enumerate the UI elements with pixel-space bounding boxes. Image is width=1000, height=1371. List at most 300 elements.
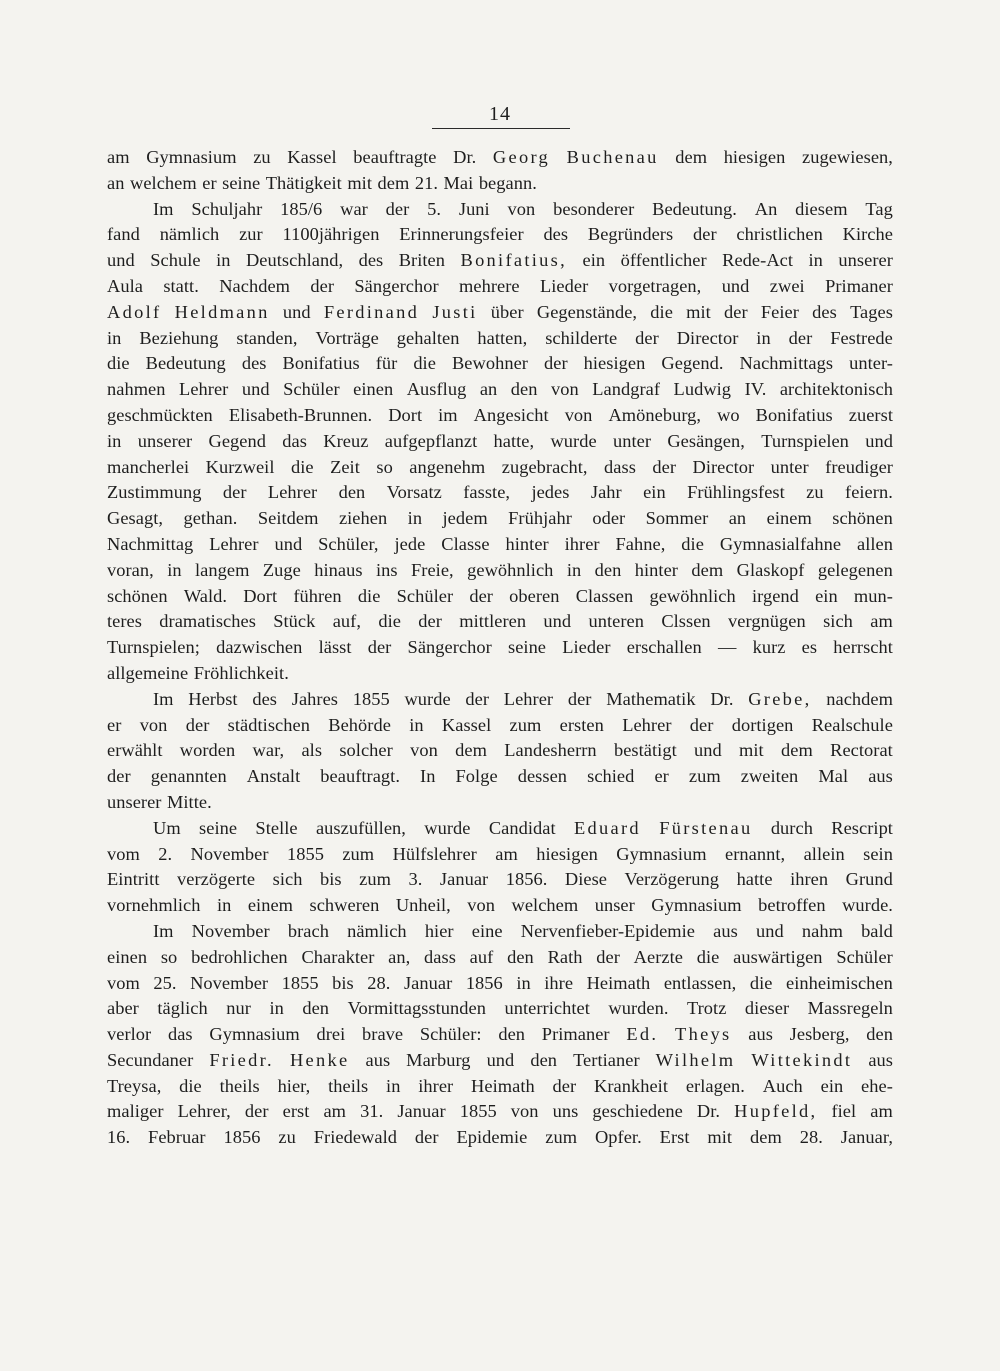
text-line	[107, 635, 893, 661]
word: zugewiesen,	[802, 147, 893, 167]
word: hinter	[634, 559, 678, 580]
word: Mai	[443, 172, 474, 193]
word: Diese	[564, 869, 608, 890]
word: des	[241, 353, 267, 374]
word: Eintritt	[107, 869, 160, 890]
word: Kirche	[842, 224, 893, 245]
word: oder	[592, 508, 626, 529]
word: entlassen,	[663, 972, 737, 993]
word: 28.	[367, 972, 391, 993]
word: gehalten	[396, 327, 460, 348]
word: der	[788, 327, 813, 348]
word: schied	[587, 766, 635, 787]
word: Vormittagsstunden	[347, 998, 486, 1019]
word: einheimischen	[786, 972, 893, 993]
word: Folge	[455, 766, 498, 787]
word: architektonisch	[779, 379, 893, 400]
word: des	[812, 301, 837, 322]
word: seine	[199, 817, 238, 838]
word: Im	[153, 688, 174, 709]
word: vom	[107, 843, 140, 864]
word: Zuge	[262, 559, 301, 580]
word: brave	[362, 1024, 404, 1045]
spaced-name-word: Heldmann	[174, 301, 270, 322]
word: und	[694, 740, 722, 761]
word: der	[689, 714, 714, 735]
spaced-name-word: Wilhelm	[655, 1049, 736, 1070]
word: auf	[469, 946, 494, 967]
word: allgemeine	[107, 662, 189, 683]
text-line	[107, 609, 893, 635]
word: zwei	[769, 275, 805, 296]
word: 1855	[281, 972, 319, 993]
word: Im	[153, 920, 174, 941]
word: Unheil,	[395, 895, 451, 916]
word: unserer	[107, 791, 162, 812]
word: der	[469, 585, 493, 606]
word: Seitdem	[257, 508, 319, 529]
spaced-name-word: Henke	[289, 1049, 350, 1070]
word: Auch	[762, 1075, 803, 1096]
word: Gesagt,	[107, 508, 164, 529]
text-line	[107, 222, 893, 248]
word: war,	[252, 740, 285, 761]
word: Tages	[850, 301, 893, 322]
word: Im	[153, 198, 174, 219]
spaced-name-word: Fürstenau	[659, 817, 753, 838]
word: dieser	[744, 998, 790, 1019]
word: Dr.	[453, 147, 477, 167]
spaced-name-word: Justi	[432, 301, 478, 322]
word: Lehrer	[503, 688, 554, 709]
word: Rescript	[831, 817, 893, 838]
word: Anstalt	[246, 766, 301, 787]
word: Beziehung	[139, 327, 219, 348]
word: die	[107, 353, 130, 374]
word: ernannt,	[725, 843, 786, 864]
word: 1855	[286, 843, 324, 864]
word: Dr.	[710, 688, 734, 709]
word: November	[190, 843, 269, 864]
word: Kreuz	[323, 430, 369, 451]
text-line	[107, 1048, 893, 1074]
word: führen	[293, 585, 342, 606]
word: allein	[803, 843, 845, 864]
word: diesem	[795, 198, 848, 219]
word: zuerst	[848, 404, 893, 425]
word: Zustimmung	[107, 482, 202, 503]
word: mancherlei	[107, 456, 190, 477]
word: war	[340, 198, 368, 219]
word: unter-	[849, 353, 893, 374]
word: Director	[676, 327, 739, 348]
spaced-name-word: Friedr.	[209, 1049, 274, 1070]
word: vergnügen	[728, 611, 806, 632]
word: am	[323, 1101, 347, 1122]
word: Februar	[148, 1127, 206, 1148]
word: zum	[688, 766, 721, 787]
text-line	[107, 842, 893, 868]
text-line	[107, 558, 893, 584]
word: jedes	[531, 482, 570, 503]
word: ihrer	[418, 1075, 454, 1096]
word: Gegenstände,	[536, 301, 638, 322]
word: der	[465, 688, 490, 709]
word: ihre	[544, 972, 574, 993]
word: der	[244, 1101, 269, 1122]
word: über	[490, 301, 524, 322]
word: von	[564, 404, 593, 425]
word: theils	[328, 1075, 369, 1096]
word: Jesberg,	[789, 1024, 850, 1045]
spaced-name-word: Georg	[492, 147, 551, 167]
word: mit	[739, 740, 764, 761]
word: Massregeln	[807, 998, 893, 1019]
word: und	[486, 1049, 515, 1070]
word: irgend	[751, 585, 799, 606]
text-line	[107, 790, 893, 816]
word: hinter	[505, 533, 549, 554]
word: wurde	[550, 430, 597, 451]
word: in	[386, 1075, 401, 1096]
word: Lieder	[562, 637, 611, 658]
word: An	[754, 198, 778, 219]
word: unteren	[588, 611, 644, 632]
spaced-name-word: Hupfeld,	[734, 1101, 818, 1122]
word: Turnspielen	[761, 430, 849, 451]
text-line	[107, 506, 893, 532]
word: ersten	[559, 714, 604, 735]
word: ihrer	[564, 533, 600, 554]
word: einen	[107, 946, 148, 967]
word: Bedeutung	[145, 353, 226, 374]
word: Schüler	[283, 379, 340, 400]
word: Aerzte	[633, 946, 683, 967]
body-text	[107, 145, 893, 1151]
word: den	[507, 946, 534, 967]
text-line	[107, 197, 893, 223]
word: einen	[353, 379, 394, 400]
word: 28.	[799, 1127, 823, 1148]
word: der	[692, 224, 717, 245]
word: verzögerte	[177, 869, 256, 890]
word: Epidemie	[456, 1127, 528, 1148]
word: Rede-Act	[722, 250, 794, 271]
word: Rectorat	[830, 740, 893, 761]
word: kurz	[752, 637, 786, 658]
word: christlichen	[736, 224, 823, 245]
word: mit	[707, 1127, 733, 1148]
word: ehe-	[861, 1075, 893, 1096]
word: bis	[332, 972, 354, 993]
word: Sängerchor	[407, 637, 492, 658]
word: in	[407, 508, 423, 529]
word: erlagen.	[685, 1075, 745, 1096]
word: Tag	[865, 198, 893, 219]
word: den	[594, 559, 622, 580]
word: von	[467, 895, 496, 916]
word: Lehrer,	[177, 1101, 231, 1122]
text-line	[107, 326, 893, 352]
word: in	[516, 972, 531, 993]
word: oberen	[509, 585, 560, 606]
word: die	[378, 611, 401, 632]
word: in	[216, 250, 231, 271]
word: Secundaner	[107, 1049, 194, 1070]
word: Erinnerungsfeier	[399, 224, 524, 245]
word: aus	[868, 766, 893, 787]
word: solcher	[339, 740, 393, 761]
word: der	[552, 1075, 577, 1096]
word: Lehrer	[622, 714, 672, 735]
word: Januar,	[840, 1127, 893, 1148]
word: zur	[239, 224, 263, 245]
word: Fröhlichkeit.	[193, 662, 289, 683]
word: jede	[394, 533, 426, 554]
spaced-name-word: Adolf	[107, 301, 162, 322]
word: gelegenen	[817, 559, 893, 580]
word: am	[495, 843, 518, 864]
word: freudiger	[825, 456, 893, 477]
word: Frühjahr	[508, 508, 572, 529]
word: bedrohlichen	[191, 946, 288, 967]
word: den	[498, 1024, 526, 1045]
text-line	[107, 1074, 893, 1100]
word: der	[543, 353, 568, 374]
word: ziehen	[338, 508, 388, 529]
text-line	[107, 738, 893, 764]
word: Ausflug	[406, 379, 467, 400]
word: teres	[107, 611, 142, 632]
spaced-name-word: Ferdinand	[323, 301, 420, 322]
word: der	[367, 637, 392, 658]
word: 1856	[223, 1127, 261, 1148]
word: Stück	[273, 611, 316, 632]
word: aus	[748, 1024, 773, 1045]
word: und	[865, 430, 893, 451]
word: der	[567, 688, 592, 709]
word: Primaner	[825, 275, 893, 296]
word: täglich	[157, 998, 208, 1019]
text-line	[107, 919, 893, 945]
word: betroffen	[758, 895, 826, 916]
word: hatten,	[477, 327, 528, 348]
word: des	[358, 250, 384, 271]
word: und	[282, 301, 311, 322]
word: die	[179, 1075, 202, 1096]
word: wurde.	[842, 895, 893, 916]
word: Gymnasialfahne	[719, 533, 842, 554]
word: Lehrer	[209, 533, 259, 554]
word: ein	[815, 585, 838, 606]
spaced-name-word: Theys	[675, 1024, 732, 1045]
text-line	[107, 996, 893, 1022]
word: Heimath	[471, 1075, 535, 1096]
word: hatte,	[493, 430, 535, 451]
word: auf,	[332, 611, 361, 632]
word: voran,	[107, 559, 154, 580]
word: Wald.	[183, 585, 228, 606]
word: mit	[347, 172, 372, 193]
word: zugebracht,	[501, 456, 588, 477]
word: verlor	[107, 1024, 152, 1045]
word: Erst	[659, 1127, 690, 1148]
word: Amöneburg,	[608, 404, 702, 425]
word: in	[167, 559, 182, 580]
word: geschiedene	[592, 1101, 683, 1122]
word: Bonifatius	[755, 404, 833, 425]
word: fiel	[831, 1101, 857, 1122]
word: Gymnasium	[651, 895, 742, 916]
word: hiesigen	[536, 843, 598, 864]
word: den	[302, 998, 330, 1019]
word: und	[721, 275, 750, 296]
word: der	[414, 1127, 439, 1148]
word: dem	[377, 172, 410, 193]
spaced-name-word: Ed.	[626, 1024, 659, 1045]
word: November	[190, 972, 269, 993]
word: wurde	[424, 817, 471, 838]
word: der	[385, 198, 410, 219]
word: dem	[749, 1127, 782, 1148]
word: 1856	[465, 972, 503, 993]
word: erschallen	[626, 637, 702, 658]
word: Kurzweil	[205, 456, 275, 477]
word: dazwischen	[216, 637, 303, 658]
word: in	[808, 250, 823, 271]
word: gewöhnlich	[649, 585, 736, 606]
word: nämlich	[159, 224, 220, 245]
word: hatte	[736, 869, 773, 890]
word: Realschule	[811, 714, 893, 735]
word: Gegend	[208, 430, 266, 451]
word: in	[107, 327, 122, 348]
word: durch	[770, 817, 813, 838]
word: Mal	[818, 766, 849, 787]
word: bald	[861, 920, 893, 941]
word: unserer	[137, 430, 193, 451]
word: der	[724, 301, 748, 322]
word: eine	[471, 920, 503, 941]
word: Lehrer	[267, 482, 318, 503]
word: die	[696, 946, 720, 967]
word: des	[543, 224, 569, 245]
word: 31.	[360, 1101, 384, 1122]
word: Jahr	[590, 482, 622, 503]
word: hier	[424, 920, 454, 941]
word: schönen	[107, 585, 168, 606]
word: zweiten	[740, 766, 799, 787]
word: welchem	[129, 172, 197, 193]
word: vornehmlich	[107, 895, 201, 916]
word: am	[870, 1101, 893, 1122]
word: Elisabeth-Brunnen.	[228, 404, 373, 425]
spaced-name-word: Wittekindt	[751, 1049, 853, 1070]
word: Landesherrn	[504, 740, 597, 761]
text-line	[107, 1022, 893, 1048]
word: 1855	[352, 688, 390, 709]
word: auswärtigen	[733, 946, 823, 967]
word: zum	[545, 1127, 578, 1148]
word: November	[191, 920, 270, 941]
word: welchem	[511, 895, 579, 916]
word: die	[413, 353, 436, 374]
text-line	[107, 171, 893, 197]
word: Nervenfieber-Epidemie	[520, 920, 696, 941]
word: nämlich	[347, 920, 407, 941]
word: in	[409, 714, 424, 735]
word: langem	[195, 559, 250, 580]
word: nahm	[801, 920, 843, 941]
word: Deutschland,	[245, 250, 344, 271]
word: an,	[388, 946, 411, 967]
word: den	[866, 1024, 893, 1045]
word: unser	[594, 895, 635, 916]
word: am	[870, 611, 893, 632]
word: und	[241, 379, 270, 400]
word: unter	[770, 456, 809, 477]
word: zu	[278, 1127, 296, 1148]
word: seine	[222, 172, 261, 193]
word: dessen	[517, 766, 568, 787]
word: die	[290, 456, 314, 477]
word: 5.	[427, 198, 442, 219]
word: Schüler	[396, 585, 454, 606]
word: Heimath	[586, 972, 651, 993]
word: Jahres	[291, 688, 339, 709]
word: jedem	[442, 508, 488, 529]
word: an	[107, 172, 125, 193]
spaced-name-word: Buchenau	[566, 147, 659, 167]
word: 16.	[107, 1127, 131, 1148]
text-line	[107, 1125, 893, 1151]
word: von	[510, 1101, 539, 1122]
word: gethan.	[183, 508, 238, 529]
word: drei	[316, 1024, 346, 1045]
word: Mathematik	[606, 688, 696, 709]
word: wurden.	[608, 998, 669, 1019]
page-number: 14	[489, 103, 511, 125]
word: in	[269, 998, 284, 1019]
word: unserer	[838, 250, 893, 271]
word: Verzögerung	[624, 869, 720, 890]
word: —	[717, 637, 737, 658]
word: Marburg	[406, 1049, 471, 1070]
word: Bedeutung.	[652, 198, 737, 219]
spaced-name-word: Grebe,	[748, 688, 812, 709]
word: Charakter	[301, 946, 375, 967]
word: Begründers	[587, 224, 674, 245]
word: dass	[604, 456, 636, 477]
word: und	[107, 250, 135, 271]
word: die	[357, 585, 381, 606]
word: statt.	[163, 275, 199, 296]
word: fand	[107, 224, 140, 245]
header-rule	[432, 128, 570, 129]
text-line	[107, 713, 893, 739]
word: Stelle	[255, 817, 298, 838]
word: den	[338, 482, 366, 503]
word: schönen	[832, 508, 893, 529]
word: seine	[507, 637, 547, 658]
word: 25.	[153, 972, 177, 993]
word: 1100jährigen	[282, 224, 380, 245]
word: von	[507, 198, 536, 219]
word: Ludwig	[673, 379, 732, 400]
word: die	[650, 301, 673, 322]
word: es	[801, 637, 818, 658]
word: Opfer.	[594, 1127, 642, 1148]
